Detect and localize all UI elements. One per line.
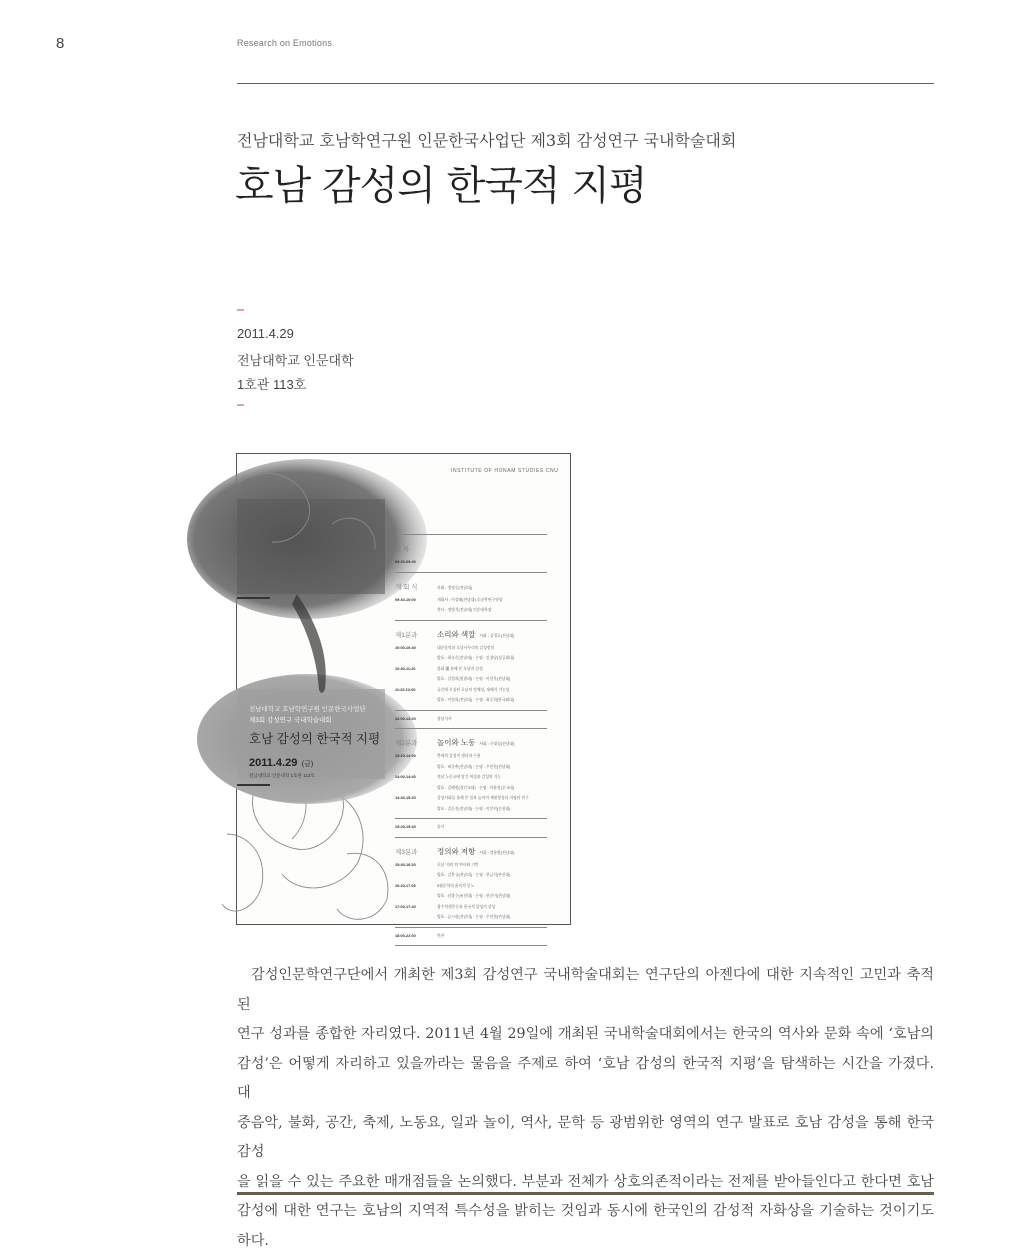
programme-row xyxy=(395,902,547,913)
programme-section-chair: 사회 : 주대성(전남대) xyxy=(479,742,514,746)
programme-row xyxy=(395,674,547,685)
programme-row xyxy=(395,557,547,568)
programme-end-rule xyxy=(395,945,547,946)
programme-row xyxy=(395,714,547,725)
programme-time: 09:20-09:40 xyxy=(395,557,437,568)
programme-section-head xyxy=(395,732,547,750)
programme-row xyxy=(395,695,547,706)
programme-row xyxy=(395,772,547,783)
event-venue: 전남대학교 인문대학 xyxy=(237,350,354,369)
programme-time: 10:40-11:20 xyxy=(395,664,437,675)
programme-row xyxy=(395,751,547,762)
programme-time: 14:00-14:40 xyxy=(395,772,437,783)
event-room: 1호관 113호 xyxy=(237,374,306,393)
programme-section xyxy=(395,837,547,927)
programme-section xyxy=(395,710,547,729)
programme-text: 불화 畵 통해 본 호남의 감성 xyxy=(437,667,483,671)
poster-event: 제3회 감성연구 국내학술대회 xyxy=(249,715,399,724)
programme-text: 휴식 xyxy=(437,825,444,829)
body-line: 감성에 대한 연구는 호남의 지역적 특수성을 밝히는 것임과 동시에 한국인의 감성적 자화상을 기술하는 것이기도 xyxy=(237,1197,934,1227)
programme-section-head xyxy=(395,624,547,642)
article-title: 호남 감성의 한국적 지평 xyxy=(235,154,647,211)
top-rule xyxy=(237,83,934,84)
programme-time: 18:00-22:00 xyxy=(395,931,437,942)
programme-section-label: 제1분과 xyxy=(395,630,437,639)
programme-time: 10:00-10:40 xyxy=(395,643,437,654)
programme-text: 대중음악과 호남사투리의 감성정치 xyxy=(437,646,494,650)
event-poster-image xyxy=(236,453,571,925)
programme-row xyxy=(395,783,547,794)
programme-section xyxy=(395,818,547,837)
body-line: 하다. xyxy=(237,1227,934,1256)
programme-row xyxy=(395,595,547,606)
programme-section xyxy=(395,572,547,620)
body-line: 감성’은 어떻게 자리하고 있을까라는 물음을 주제로 하여 ‘호남 감성의 한국적 지평’을 탐색하는 시간을 가졌다. 대 xyxy=(237,1050,934,1109)
programme-time: 14:40-15:20 xyxy=(395,793,437,804)
poster-org: 전남대학교 호남학연구원 인문한국사업단 xyxy=(249,704,399,713)
poster-place: 전남대학교 인문대학 1호관 113호 xyxy=(249,773,399,779)
body-line: 을 읽을 수 있는 주요한 매개점들을 논의했다. 부분과 전체가 상호의존적이라는 전제를 받아들인다고 한다면 호남 xyxy=(237,1168,934,1198)
programme-section-head xyxy=(395,576,547,594)
programme-time: 12:00-13:20 xyxy=(395,714,437,725)
programme-text: 전남 노동요에 담긴 여성과 감성의 기능 xyxy=(437,775,501,779)
programme-row xyxy=(395,860,547,871)
programme-row xyxy=(395,891,547,902)
article-subtitle: 전남대학교 호남학연구원 인문한국사업단 제3회 감성연구 국내학술대회 xyxy=(237,128,736,151)
poster-institute: INSTITUTE OF HONAM STUDIES CNU xyxy=(451,468,558,474)
programme-row xyxy=(395,605,547,616)
programme-section-title: 놀이와 노동 xyxy=(437,738,475,747)
programme-text: 발표 : 김정희(원광대) · 논평 : 이선옥(전남대) xyxy=(437,677,510,681)
programme-section-chair: 사회 : 정용환(전남대) xyxy=(479,851,514,855)
programme-text: 호남 ‘의리’의 역사와 기반 xyxy=(437,863,479,867)
programme-section-label: 등 록 xyxy=(395,544,437,553)
programme-section-label: 제3분과 xyxy=(395,847,437,856)
poster-date: 2011.4.29 xyxy=(249,757,297,769)
poster-title: 호남 감성의 한국적 지평 xyxy=(249,729,399,747)
info-dash-top xyxy=(237,309,244,311)
programme-section xyxy=(395,728,547,818)
programme-row xyxy=(395,912,547,923)
programme-section-label: 개 회 식 xyxy=(395,582,437,591)
poster-left-text xyxy=(249,704,399,779)
info-dash-bottom xyxy=(237,404,244,406)
programme-row xyxy=(395,931,547,942)
programme-text: 발표 : 최유준(전남대) · 논평 : 김창남(성공회대) xyxy=(437,656,514,660)
programme-text: 발표 : 남창수(조선대) · 논평 : 한순미(전남대) xyxy=(437,894,510,898)
programme-text: 발표 : 이정희(전남대) · 논평 : 최승희(한국외대) xyxy=(437,698,514,702)
programme-text: 발표 : 허중추(전남대) · 논평 : 주인한(전남대) xyxy=(437,765,510,769)
programme-text: 만찬 xyxy=(437,934,444,938)
event-date: 2011.4.29 xyxy=(237,326,294,341)
programme-section xyxy=(395,927,547,946)
programme-time: 16:20-17:00 xyxy=(395,881,437,892)
programme-section-title: 정의와 저항 xyxy=(437,847,475,856)
programme-text: 감성사회를 통해 본 일과 놀이의 재현형성과 지평의 연구 xyxy=(437,796,529,800)
body-line: 감성인문학연구단에서 개최한 제3회 감성연구 국내학술대회는 연구단의 아젠다에 대한 지속적인 고민과 축적된 xyxy=(237,961,934,1020)
programme-text: 발표 : 김동진(전남대) · 논평 : 이인직(순천대) xyxy=(437,807,510,811)
programme-time: 11:20-12:00 xyxy=(395,685,437,696)
programme-section-head xyxy=(395,841,547,859)
programme-section-chair: 사회 : 김경호(전남대) xyxy=(479,634,514,638)
programme-section xyxy=(395,620,547,710)
programme-time: 15:40-16:20 xyxy=(395,860,437,871)
programme-text: 발표 : 김봉규(전남대) · 논평 : 한금석(부산대) xyxy=(437,873,510,877)
poster-programme xyxy=(395,534,547,946)
programme-text: 공간에 묵상된 호남의 정체성, 재해석 가능성 xyxy=(437,688,509,692)
body-line: 중음악, 불화, 공간, 축제, 노동요, 일과 놀이, 역사, 문학 등 광범위한 영역의 연구 발표로 호남 감성을 통해 한국 감성 xyxy=(237,1109,934,1168)
programme-row xyxy=(395,653,547,664)
programme-time: 13:20-14:00 xyxy=(395,751,437,762)
article-body xyxy=(237,961,934,1256)
programme-text: 축제의 감성적 생산과 수용 xyxy=(437,754,481,758)
programme-time: 15:20-15:40 xyxy=(395,822,437,833)
programme-row xyxy=(395,804,547,815)
programme-section-title: 소리와 색깔 xyxy=(437,630,475,639)
programme-row xyxy=(395,881,547,892)
programme-row xyxy=(395,870,547,881)
running-head: Research on Emotions xyxy=(237,38,332,48)
programme-text: 점심식사 xyxy=(437,717,452,721)
programme-row xyxy=(395,762,547,773)
poster-day: (금) xyxy=(302,761,313,768)
programme-text: 발표 : 김혜정(경인교대) · 논평 : 이윤정(중국대) xyxy=(437,786,514,790)
programme-text: 발표 : 류시현(전남대) · 논평 : 주인한(전남대) xyxy=(437,915,510,919)
programme-row xyxy=(395,664,547,675)
programme-text: 광주학생운동과 한국적 감성의 감성 xyxy=(437,905,495,909)
programme-section-head xyxy=(395,538,547,556)
bottom-rule xyxy=(237,1192,934,1195)
programme-section xyxy=(395,534,547,572)
programme-section-label: 제2분과 xyxy=(395,738,437,747)
programme-section-chair: 사회 : 정명중(전남대) xyxy=(437,586,472,590)
programme-text: 개회사 : 이강래(전남대) 호남학연구원장 xyxy=(437,598,502,602)
programme-row xyxy=(395,793,547,804)
programme-row xyxy=(395,685,547,696)
programme-time: 17:00-17:40 xyxy=(395,902,437,913)
programme-row xyxy=(395,822,547,833)
page-number: 8 xyxy=(56,35,64,52)
programme-text: 축사 : 정병석(전남대) 인문대학장 xyxy=(437,608,491,612)
programme-time: 09:40-10:00 xyxy=(395,595,437,606)
body-line: 연구 성과를 종합한 자리였다. 2011년 4월 29일에 개최된 국내학술대회에서는 한국의 역사와 문화 속에 ‘호남의 xyxy=(237,1020,934,1050)
programme-text: 5월문학의 윤리적 분노 xyxy=(437,884,474,888)
programme-row xyxy=(395,643,547,654)
